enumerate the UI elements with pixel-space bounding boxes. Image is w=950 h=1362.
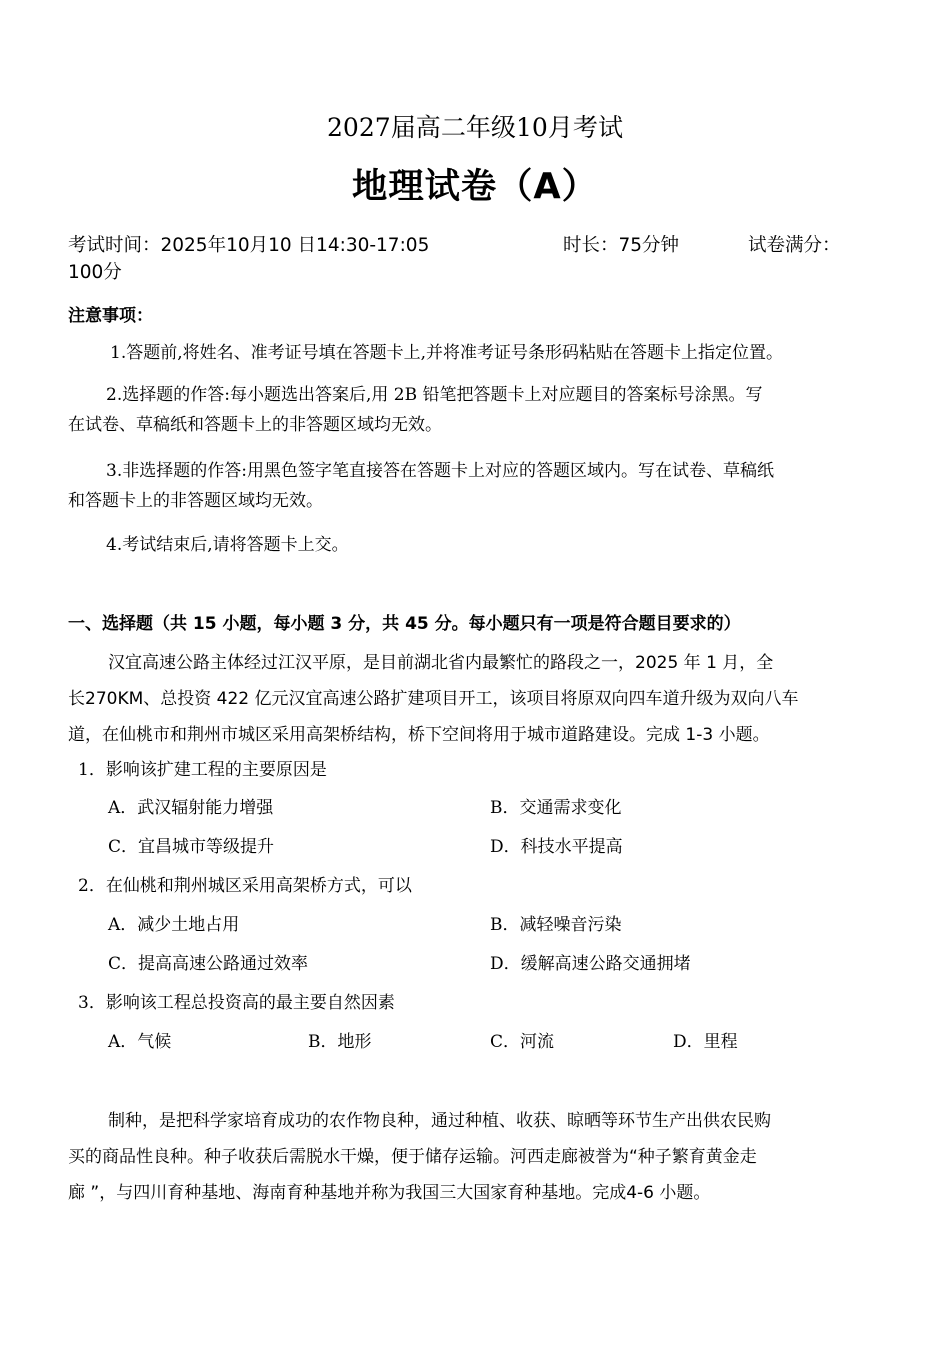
passage-2 [68, 1103, 882, 1211]
passage-2-line: 廊 ”，与四川育种基地、海南育种基地并称为我国三大国家育种基地。完成4-6 小题。 [68, 1183, 711, 1203]
notice-item-3-cont: 和答题卡上的非答题区域均无效。 [68, 491, 323, 511]
question-3-stem: 3．影响该工程总投资高的最主要自然因素 [78, 993, 395, 1013]
question-1-stem: 1．影响该扩建工程的主要原因是 [78, 760, 327, 780]
passage-1-line: 道，在仙桃市和荆州市城区采用高架桥结构，桥下空间将用于城市道路建设。完成 1-3 小题。 [68, 725, 770, 745]
full-score-label: 试卷满分： [748, 235, 841, 256]
q1-option-a: A．武汉辐射能力增强 [108, 798, 274, 818]
subject-title: 地理试卷（A） [352, 166, 598, 207]
full-score-value: 100分 [68, 262, 122, 283]
notice-item-4: 4.考试结束后,请将答题卡上交。 [106, 535, 349, 555]
notice-item-2-cont: 在试卷、草稿纸和答题卡上的非答题区域均无效。 [68, 415, 442, 435]
q2-option-a: A．减少土地占用 [108, 915, 240, 935]
exam-duration: 时长：75分钟 [563, 235, 680, 256]
passage-2-line: 买的商品性良种。种子收获后需脱水干燥，便于储存运输。河西走廊被誉为“种子繁育黄金走 [68, 1147, 757, 1167]
q1-option-c: C．宜昌城市等级提升 [108, 837, 275, 857]
q1-option-d: D．科技水平提高 [490, 837, 623, 857]
section-heading: 一、选择题（共 15 小题，每小题 3 分，共 45 分。每小题只有一项是符合题目要求的） [68, 614, 741, 634]
passage-1 [68, 645, 882, 753]
exam-title: 2027届高二年级10月考试 [327, 113, 623, 142]
q3-option-d: D．里程 [673, 1032, 738, 1052]
exam-time: 考试时间：2025年10月10 日14:30-17:05 [68, 235, 430, 256]
passage-2-line: 制种，是把科学家培育成功的农作物良种，通过种植、收获、晾晒等环节生产出供农民购 [108, 1111, 771, 1131]
passage-1-line: 长270KM、总投资 422 亿元汉宜高速公路扩建项目开工，该项目将原双向四车道升级为双向八车 [68, 689, 799, 709]
notice-item-3: 3.非选择题的作答:用黑色签字笔直接答在答题卡上对应的答题区域内。写在试卷、草稿纸 [106, 461, 774, 481]
notice-heading: 注意事项： [68, 306, 153, 326]
q3-option-c: C．河流 [490, 1032, 555, 1052]
q3-option-a: A．气候 [108, 1032, 172, 1052]
q2-option-d: D．缓解高速公路交通拥堵 [490, 954, 691, 974]
notice-item-1: 1.答题前,将姓名、准考证号填在答题卡上,并将准考证号条形码粘贴在答题卡上指定位置。 [110, 343, 784, 363]
notice-item-2: 2.选择题的作答:每小题选出答案后,用 2B 铅笔把答题卡上对应题目的答案标号涂黑。写 [106, 385, 763, 405]
question-2-stem: 2．在仙桃和荆州城区采用高架桥方式，可以 [78, 876, 412, 896]
q2-option-c: C．提高高速公路通过效率 [108, 954, 309, 974]
q3-option-b: B．地形 [308, 1032, 372, 1052]
passage-1-line: 汉宜高速公路主体经过江汉平原，是目前湖北省内最繁忙的路段之一，2025 年 1 月，全 [108, 653, 774, 673]
q1-option-b: B．交通需求变化 [490, 798, 622, 818]
q2-option-b: B．减轻噪音污染 [490, 915, 622, 935]
